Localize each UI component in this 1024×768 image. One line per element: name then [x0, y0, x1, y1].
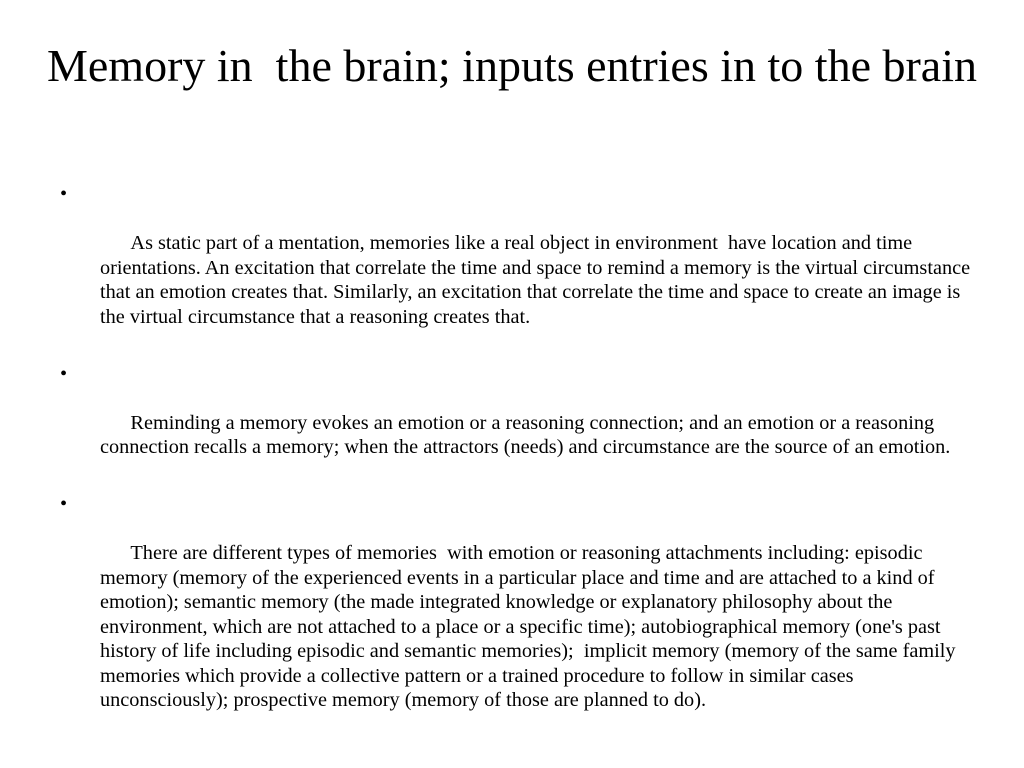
bullet-item: [56, 182, 976, 354]
bullet-dot-icon: •: [60, 183, 68, 205]
bullet-dot-icon: •: [60, 362, 68, 385]
bullet-text: Reminding a memory evokes an emotion or a reasoning connection; and an emotion or a reasoning connection recalls a memory; when the attractors (needs) and circumstance are the source of an emotion.: [100, 411, 951, 458]
bullet-item: [56, 492, 971, 737]
bullet-item: [56, 362, 971, 485]
bullet-list: [56, 182, 976, 745]
bullet-text: There are different types of memories with emotion or reasoning attachments including: episodic memory (memory of the experienced events in a particular place and time and are attached to a kind of emotion); semantic memory (the made integrated knowledge or explanatory philosophy about the environment, which are not attached to a place or a specific time); autobiographical memory (one's past history of life including episodic and semantic memories); implicit memory (memory of the same family memories which provide a collective pattern or a trained procedure to follow in similar cases unconsciously); prospective memory (memory of those are planned to do).: [100, 542, 961, 711]
bullet-text: As static part of a mentation, memories like a real object in environment have location and time orientations. An excitation that correlate the time and space to remind a memory is the virtual circumstance that an emotion creates that. Similarly, an excitation that correlate the time and space to create an image is the virtual circumstance that a reasoning creates that.: [100, 232, 976, 328]
slide-title: Memory in the brain; inputs entries in to the brain: [46, 40, 978, 91]
bullet-dot-icon: •: [60, 493, 68, 515]
